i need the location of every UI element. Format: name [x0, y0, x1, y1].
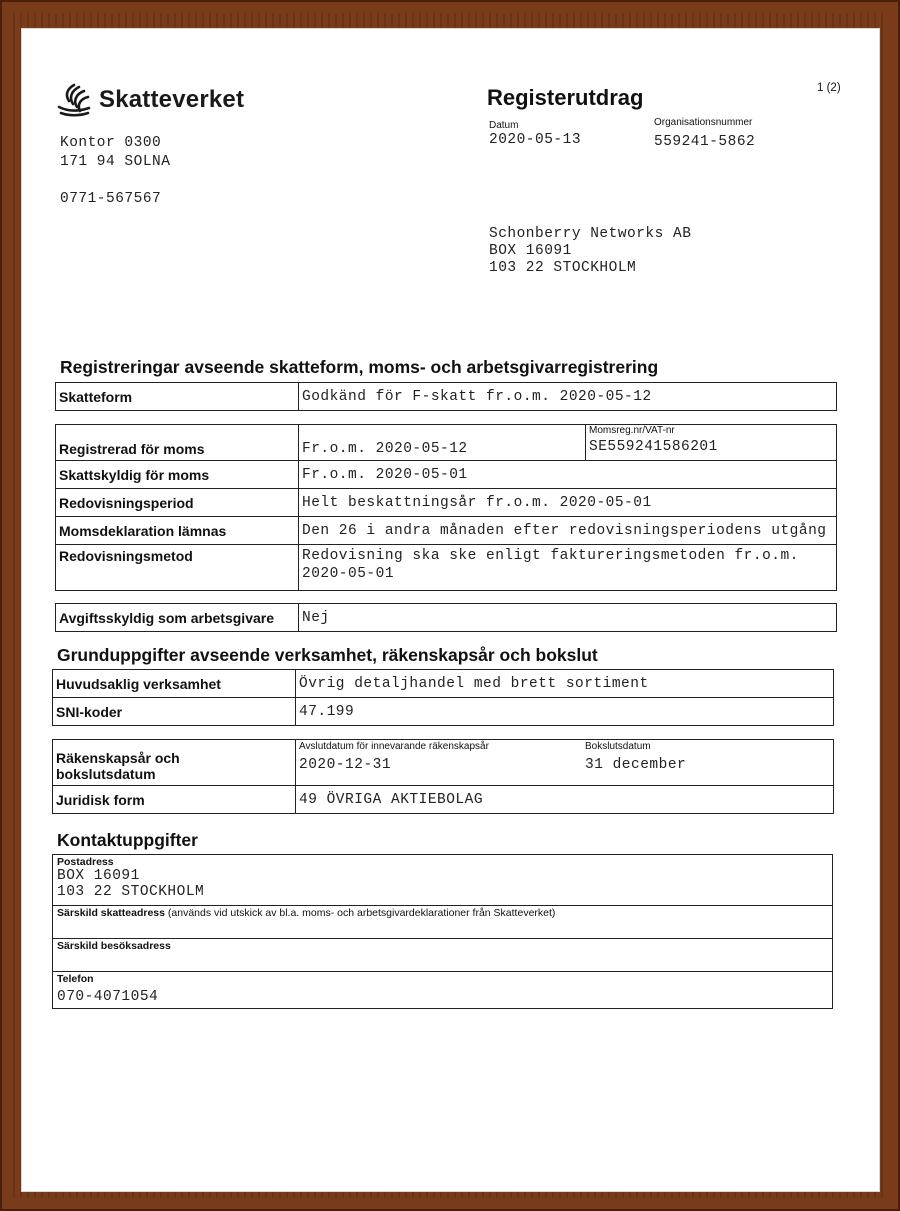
arbetsgivare-label: Avgiftsskyldig som arbetsgivare	[56, 604, 299, 632]
redovisningsmetod-value	[299, 545, 837, 591]
office-phone: 0771-567567	[60, 191, 162, 207]
recipient-line-3: 103 22 STOCKHOLM	[489, 260, 637, 276]
section-kontakt-title: Kontaktuppgifter	[57, 830, 198, 850]
postadress-line-1: BOX 16091	[57, 868, 140, 884]
verksamhet-table	[52, 669, 834, 726]
skattskyldig-label: Skattskyldig för moms	[56, 461, 299, 489]
redovisningsperiod-label: Redovisningsperiod	[56, 489, 299, 517]
section-grunduppgifter-title: Grunduppgifter avseende verksamhet, räkenskapsår och bokslut	[57, 645, 598, 665]
besoksadress-row	[53, 939, 832, 972]
rakenskap-label	[53, 740, 296, 786]
document-title: Registerutdrag	[487, 85, 644, 110]
table-row	[56, 461, 837, 489]
page-number: 1 (2)	[817, 82, 841, 94]
skatteadress-row	[53, 906, 832, 939]
verksamhet-value: Övrig detaljhandel med brett sortiment	[296, 670, 834, 698]
skatteform-label: Skatteform	[56, 383, 299, 411]
juridisk-label: Juridisk form	[53, 786, 296, 814]
moms-label: Registrerad för moms	[56, 425, 299, 461]
redovisningsmetod-line-1: Redovisning ska ske enligt faktureringsmetoden fr.o.m.	[302, 548, 799, 564]
office-line-2: 171 94 SOLNA	[60, 154, 171, 170]
moms-value: Fr.o.m. 2020-05-12	[299, 425, 586, 461]
postadress-label: Postadress	[57, 856, 114, 868]
rakenskap-label-line-1: Räkenskapsår och	[56, 749, 180, 766]
skatteform-value: Godkänd för F-skatt fr.o.m. 2020-05-12	[299, 383, 837, 411]
verksamhet-label: Huvudsaklig verksamhet	[53, 670, 296, 698]
bokslut-value: 31 december	[585, 757, 687, 773]
skatteform-table	[55, 382, 837, 411]
table-row	[56, 383, 837, 411]
momsdeklaration-value: Den 26 i andra månaden efter redovisningsperiodens utgång	[299, 517, 837, 545]
section-registreringar-title: Registreringar avseende skatteform, moms- och arbetsgivarregistrering	[60, 357, 659, 377]
redovisningsmetod-label: Redovisningsmetod	[56, 545, 299, 591]
bokslut-cell	[582, 740, 834, 786]
table-row	[56, 545, 837, 591]
vat-value: SE559241586201	[589, 439, 718, 455]
vat-label: Momsreg.nr/VAT-nr	[589, 425, 675, 436]
redovisningsmetod-line-2: 2020-05-01	[302, 566, 395, 582]
juridisk-value: 49 ÖVRIGA AKTIEBOLAG	[296, 786, 834, 814]
momsdeklaration-label: Momsdeklaration lämnas	[56, 517, 299, 545]
besoksadress-label: Särskild besöksadress	[57, 940, 171, 952]
recipient-address	[489, 226, 691, 277]
logo-text: Skatteverket	[99, 86, 245, 113]
rakenskap-label-line-2: bokslutsdatum	[56, 765, 156, 782]
table-row	[56, 425, 837, 461]
postadress-row	[53, 855, 832, 906]
arbetsgivare-table	[55, 603, 837, 632]
avslut-label: Avslutdatum för innevarande räkenskapsår	[299, 741, 489, 752]
date-label: Datum	[489, 120, 519, 131]
table-row	[56, 604, 837, 632]
recipient-line-2: BOX 16091	[489, 243, 572, 259]
vat-cell	[586, 425, 837, 461]
sender-address	[60, 134, 170, 172]
rakenskap-table	[52, 739, 834, 814]
skatteadress-note: (används vid utskick av bl.a. moms- och arbetsgivardeklarationer från Skatteverket)	[167, 907, 556, 919]
telefon-value: 070-4071054	[57, 989, 159, 1005]
table-row	[53, 740, 834, 786]
postadress-line-2: 103 22 STOCKHOLM	[57, 884, 205, 900]
skattskyldig-value: Fr.o.m. 2020-05-01	[299, 461, 837, 489]
orgnr-value: 559241-5862	[654, 134, 756, 150]
table-row	[53, 698, 834, 726]
recipient-name: Schonberry Networks AB	[489, 226, 692, 242]
telefon-row	[53, 972, 832, 1009]
skatteadress-label: Särskild skatteadress	[57, 907, 165, 919]
table-row	[56, 489, 837, 517]
redovisningsperiod-value: Helt beskattningsår fr.o.m. 2020-05-01	[299, 489, 837, 517]
telefon-label: Telefon	[57, 973, 94, 985]
office-line-1: Kontor 0300	[60, 135, 162, 151]
logo-swirl-icon	[55, 81, 93, 119]
sni-label: SNI-koder	[53, 698, 296, 726]
kontakt-table	[52, 854, 833, 1009]
skatteverket-logo	[55, 81, 244, 119]
skatteadress-label-wrap	[57, 906, 828, 919]
table-row	[53, 670, 834, 698]
date-value: 2020-05-13	[489, 132, 582, 148]
table-row	[53, 786, 834, 814]
orgnr-label: Organisationsnummer	[654, 117, 753, 128]
bokslut-label: Bokslutsdatum	[585, 741, 651, 752]
avslut-value: 2020-12-31	[299, 757, 392, 773]
avslut-cell	[296, 740, 583, 786]
moms-table	[55, 424, 837, 591]
table-row	[56, 517, 837, 545]
arbetsgivare-value: Nej	[299, 604, 837, 632]
sni-value: 47.199	[296, 698, 834, 726]
document-page	[21, 28, 880, 1192]
